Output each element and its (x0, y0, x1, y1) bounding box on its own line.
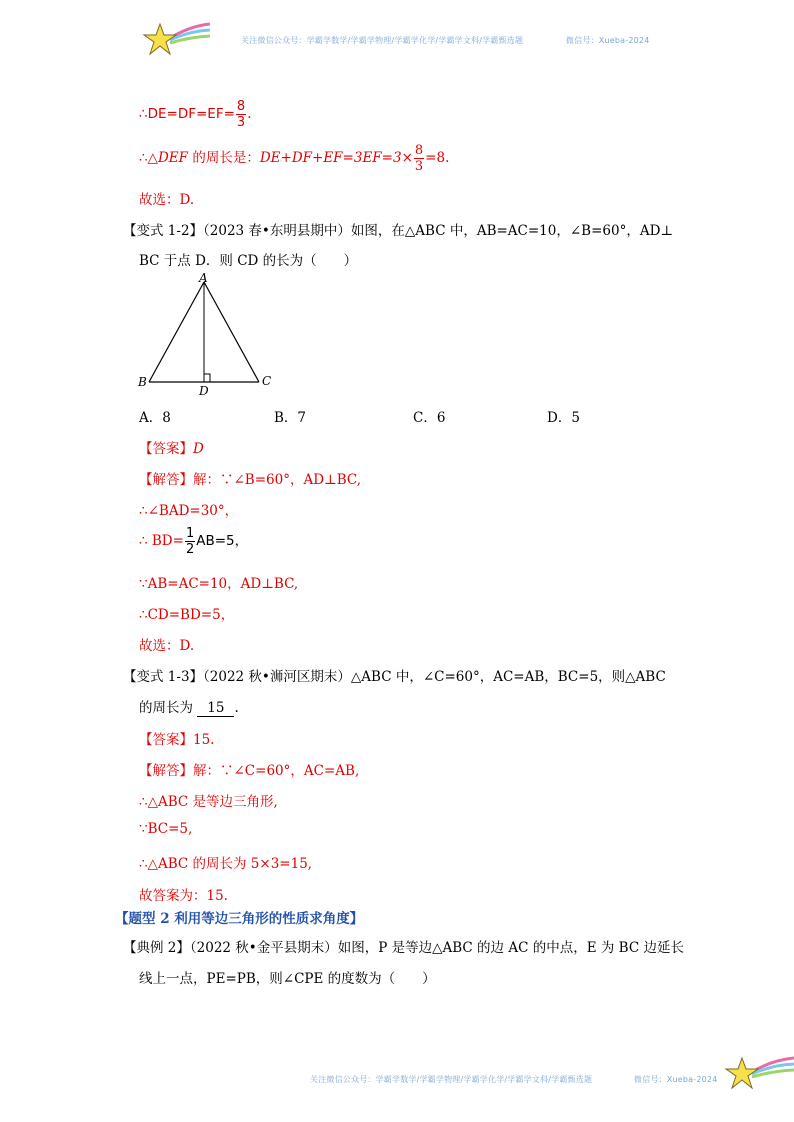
option-b[interactable]: B．7 (274, 410, 307, 426)
variant-1-2-question-line2: BC 于点 D．则 CD 的长为（ ） (139, 253, 358, 269)
solution13-line-2: ∴△ABC 是等边三角形, (139, 794, 278, 810)
variant-1-2-question: 【变式 1-2】（2023 春•东明县期中）如图，在△ABC 中，AB=AC=10，∠B=60°，AD⊥ (123, 223, 674, 239)
solution13-line-5: 故答案为：15. (139, 888, 228, 904)
option-c[interactable]: C．6 (413, 410, 446, 426)
solution13-line-4: ∴△ABC 的周长为 5×3=15, (139, 856, 313, 872)
solution-line-3: ∴ BD= $\frac{1}{2}$ AB=5， (139, 526, 249, 557)
footer-wechat: 微信号：Xueba-2024 (634, 1075, 718, 1084)
option-d[interactable]: D．5 (547, 410, 580, 426)
star-logo-icon (140, 16, 215, 61)
topic-2-title: 【题型 2 利用等边三角形的性质求角度】 (115, 911, 364, 927)
solution-line-4: ∵AB=AC=10，AD⊥BC, (139, 576, 299, 592)
label-a: A (199, 271, 208, 285)
label-c: C (262, 374, 272, 388)
solution13-line-3: ∵BC=5, (139, 821, 193, 837)
variant-label: 【变式 1-3】 (123, 669, 204, 685)
footer-text: 关注微信公众号：学霸学数学/学霸学物理/学霸学化学/学霸学文科/学霸甄选题 (310, 1075, 593, 1084)
solution-line-1: 【解答】解：∵∠B=60°，AD⊥BC, (139, 472, 362, 488)
line-choose-d-1: 故选：D. (139, 192, 195, 208)
solution-line-6: 故选：D. (139, 638, 195, 654)
variant-1-3-question: 【变式 1-3】（2022 秋•浉河区期末）△ABC 中，∠C=60°，AC=AB，BC=5，则△ABC (123, 669, 666, 685)
header-wechat: 微信号：Xueba-2024 (566, 36, 650, 45)
option-a[interactable]: A．8 (139, 410, 171, 426)
star-logo-icon (722, 1050, 794, 1095)
variant-label: 【变式 1-2】 (123, 223, 204, 239)
answer-line-1-2: 【答案】D (139, 441, 204, 457)
line-de-df-ef: ∴DE=DF=EF= $\frac{8}{3}$ . (139, 99, 252, 130)
answer-line-1-3: 【答案】15. (139, 732, 215, 748)
solution-line-2: ∴∠BAD=30°， (139, 503, 239, 519)
header-text: 关注微信公众号：学霸学数学/学霸学物理/学霸学化学/学霸学文科/学霸甄选题 (241, 36, 524, 45)
answer-blank: 15 (197, 700, 234, 717)
example-2-question-line2: 线上一点，PE=PB，则∠CPE 的度数为（ ） (139, 971, 436, 987)
line-perimeter-def: ∴△DEF 的周长是：DE+DF+EF=3EF=3× $\frac{8}{3}$ =8. (139, 143, 450, 174)
variant-1-3-question-line2: 的周长为 15 . (139, 700, 239, 716)
label-b: B (138, 375, 147, 389)
example-2-question: 【典例 2】（2022 秋•金平县期末）如图，P 是等边△ABC 的边 AC 的中点，E 为 BC 边延长 (123, 940, 684, 956)
solution13-line-1: 【解答】解：∵∠C=60°，AC=AB, (139, 763, 360, 779)
label-d: D (199, 384, 209, 398)
solution-line-5: ∴CD=BD=5， (139, 607, 235, 623)
triangle-abc-figure (134, 270, 284, 400)
